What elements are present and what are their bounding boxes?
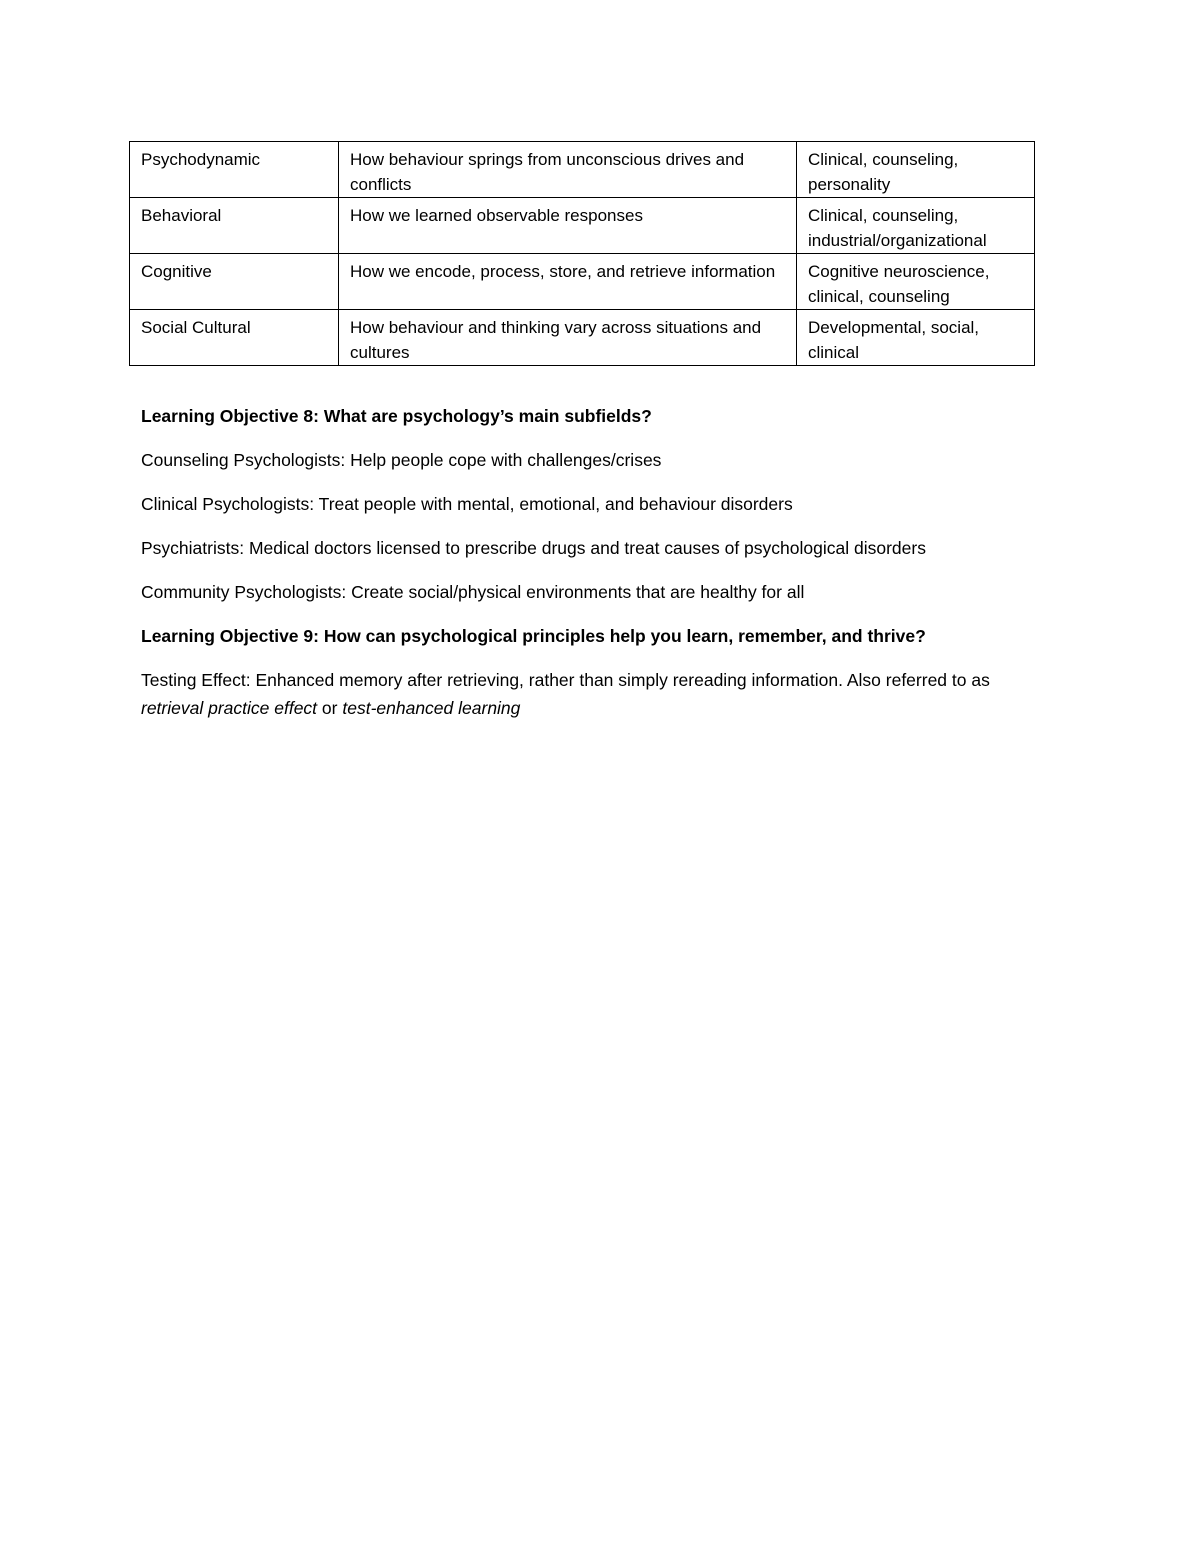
subfields-line: Clinical, counseling, [808, 206, 959, 225]
objective-8-heading: Learning Objective 8: What are psychology’s main subfields? [141, 406, 652, 426]
table-row [130, 198, 1035, 254]
testing-effect-paragraph [141, 666, 1041, 722]
subfields-line: personality [808, 175, 891, 194]
subfield-item: Psychiatrists: Medical doctors licensed to prescribe drugs and treat causes of psychological disorders [141, 538, 926, 558]
test-enhanced-term: test-enhanced learning [342, 698, 521, 718]
retrieval-practice-term: retrieval practice effect [141, 698, 318, 718]
subfields-line: industrial/organizational [808, 231, 987, 250]
testing-effect-text: Testing Effect: Enhanced memory after retrieving, rather than simply rereading information. Also referred to as [141, 670, 990, 690]
subfields-cell [797, 254, 1035, 310]
subfields-cell [797, 310, 1035, 366]
perspective-cell: Psychodynamic [130, 142, 339, 198]
perspective-cell: Cognitive [130, 254, 339, 310]
perspective-cell: Social Cultural [130, 310, 339, 366]
perspectives-table [129, 141, 1035, 366]
focus-cell: How we learned observable responses [339, 198, 797, 254]
subfields-cell [797, 198, 1035, 254]
subfield-item: Clinical Psychologists: Treat people with mental, emotional, and behaviour disorders [141, 494, 793, 514]
notes-body [141, 402, 1041, 738]
table-row [130, 310, 1035, 366]
focus-cell: How we encode, process, store, and retrieve information [339, 254, 797, 310]
subfields-line: Cognitive neuroscience, [808, 262, 990, 281]
subfield-item: Community Psychologists: Create social/physical environments that are healthy for all [141, 582, 805, 602]
subfields-line: clinical [808, 343, 860, 362]
connector-text: or [321, 698, 338, 718]
table-row [130, 142, 1035, 198]
subfields-line: Developmental, social, [808, 318, 980, 337]
subfields-line: clinical, counseling [808, 287, 950, 306]
objective-9-heading: Learning Objective 9: How can psychological principles help you learn, remember, and thrive? [141, 626, 926, 646]
subfields-cell [797, 142, 1035, 198]
subfields-line: Clinical, counseling, [808, 150, 959, 169]
table-row [130, 254, 1035, 310]
perspective-cell: Behavioral [130, 198, 339, 254]
focus-cell: How behaviour springs from unconscious drives and conflicts [339, 142, 797, 198]
focus-cell: How behaviour and thinking vary across situations and cultures [339, 310, 797, 366]
subfield-item: Counseling Psychologists: Help people cope with challenges/crises [141, 450, 662, 470]
